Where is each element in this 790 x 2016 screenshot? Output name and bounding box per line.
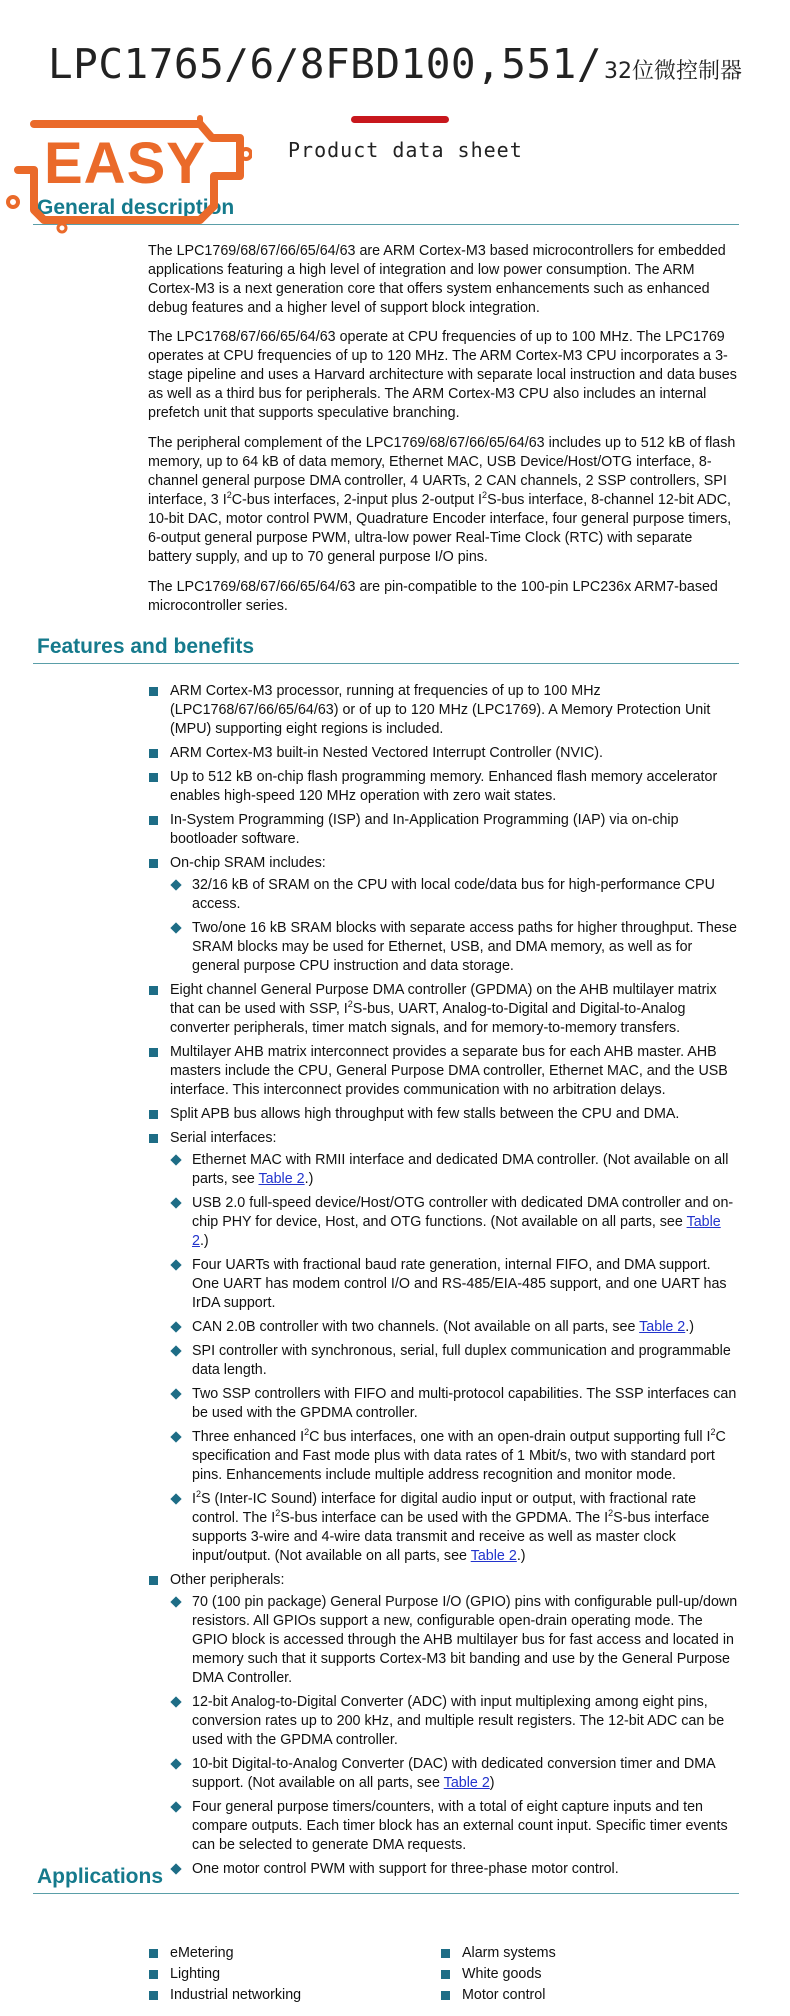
general-description-paragraph-1: The LPC1769/68/67/66/65/64/63 are ARM Cortex-M3 based microcontrollers for embedded applications featuring a high level of integration and low power consumption. The ARM Cortex-M3 is a next generation core that offers system enhancements such as enhanced debug features and a higher level of support block integration.: [148, 243, 726, 316]
sub-item-dac: 10-bit Digital-to-Analog Converter (DAC) with dedicated conversion timer and DMA support. (Not available on all parts, see Table 2): [170, 1755, 740, 1793]
sub-item-usb: USB 2.0 full-speed device/Host/OTG controller with dedicated DMA controller and on-chip PHY for device, Host, and OTG functions. (Not available on all parts, see Table 2.): [170, 1194, 740, 1251]
feature-item-other-peripherals: Other peripherals: 70 (100 pin package) General Purpose I/O (GPIO) pins with configurable pull-up/down resistors. All GPIOs support a new, configurable open-drain operating mode. The GPIO block is accessed through the AHB multilayer bus for fast access and located in memory such that it supports Cortex-M3 bit banding and use by the General Purpose DMA Controller. 12-bit Analog-to-Digital Converter (ADC) with input multiplexing among eight pins, conversion rates up to 200 kHz, and multiple result registers. The 12-bit ADC can be used with the GPDMA controller. 10-bit Digital-to-Analog Converter (DAC) with dedicated conversion timer and DMA support. (Not available on all parts, see Table 2) Four general purpose timers/counters, with a total of eight capture inputs and ten compare outputs. Each timer block has an external count input. Specific timer events can be selected to generate DMA requests. One motor control PWM with support for three-phase motor control.: [148, 1571, 740, 1879]
table-2-link[interactable]: Table 2: [639, 1319, 686, 1335]
application-item: Lighting: [148, 1964, 301, 1985]
feature-item-nvic: ARM Cortex-M3 built-in Nested Vectored Interrupt Controller (NVIC).: [148, 744, 740, 763]
feature-item-flash: Up to 512 kB on-chip flash programming memory. Enhanced flash memory accelerator enables high-speed 120 MHz operation with zero wait states.: [148, 768, 740, 806]
sub-item-ethernet: Ethernet MAC with RMII interface and dedicated DMA controller. (Not available on all parts, see Table 2.): [170, 1151, 740, 1189]
sub-item-ssp: Two SSP controllers with FIFO and multi-protocol capabilities. The SSP interfaces can be used with the GPDMA controller.: [170, 1385, 740, 1423]
document-subtitle: Product data sheet: [288, 138, 523, 162]
features-rule: [33, 663, 739, 664]
heading-general-description: General description: [37, 196, 235, 219]
feature-item-gpdma: Eight channel General Purpose DMA controller (GPDMA) on the AHB multilayer matrix that can be used with SSP, $I^2S$-bus, UART, Analog-to-Digital and Digital-to-Analog converter peripherals, timer match signals, and for memory-to-memory transfers.: [148, 981, 740, 1038]
application-item: Alarm systems: [440, 1943, 556, 1964]
application-item: Motor control: [440, 1985, 556, 2006]
general-description-paragraph-3: The peripheral complement of the LPC1769/68/67/66/65/64/63 includes up to 512 kB of flash memory, up to 64 kB of data memory, Ethernet MAC, USB Device/Host/OTG interface, 8-channel general purpose DMA controller, 4 UARTs, 2 CAN channels, 2 SSP controllers, SPI interface, 3 $I^2C$-bus interfaces, 2-input plus 2-output $I^2S$-bus interface, 8-channel 12-bit ADC, 10-bit DAC, motor control PWM, Quadrature Encoder interface, four general purpose timers, 6-output general purpose PWM, ultra-low power Real-Time Clock (RTC) with separate battery supply, and up to 70 general purpose I/O pins.: [148, 435, 736, 565]
applications-list-left: [148, 1943, 301, 2006]
sub-item-gpio: 70 (100 pin package) General Purpose I/O (GPIO) pins with configurable pull-up/down resistors. All GPIOs support a new, configurable open-drain operating mode. The GPIO block is accessed through the AHB multilayer bus for fast access and located in memory such that it supports Cortex-M3 bit banding and use by the General Purpose DMA Controller.: [170, 1593, 740, 1688]
feature-item-cortex-m3: ARM Cortex-M3 processor, running at frequencies of up to 100 MHz (LPC1768/67/66/65/64/63) or of up to 120 MHz (LPC1769). A Memory Protection Unit (MPU) supporting eight regions is included.: [148, 682, 740, 739]
table-2-link[interactable]: Table 2: [192, 1214, 721, 1249]
application-item: eMetering: [148, 1943, 301, 1964]
title-chinese-suffix: 32位微控制器: [604, 59, 743, 84]
general-description-paragraph-4: The LPC1769/68/67/66/65/64/63 are pin-compatible to the 100-pin LPC236x ARM7-based microcontroller series.: [148, 579, 718, 614]
sub-item-sram-blocks: Two/one 16 kB SRAM blocks with separate access paths for higher throughput. These SRAM blocks may be used for Ethernet, USB, and DMA memory, as well as for general purpose CPU instruction and data storage.: [170, 919, 740, 976]
title-accent-rule: [351, 116, 449, 123]
heading-applications: Applications: [37, 1865, 164, 1888]
sub-item-sram-cpu: 32/16 kB of SRAM on the CPU with local code/data bus for high-performance CPU access.: [170, 876, 740, 914]
document-title: [0, 40, 790, 88]
feature-item-serial-interfaces: Serial interfaces: Ethernet MAC with RMII interface and dedicated DMA controller. (Not available on all parts, see Table 2.) USB 2.0 full-speed device/Host/OTG controller with dedicated DMA controller and on-chip PHY for device, Host, and OTG functions. (Not available on all parts, see Table 2.) Four UARTs with fractional baud rate generation, internal FIFO, and DMA support. One UART has modem control I/O and RS-485/EIA-485 support, and one UART has IrDA support. CAN 2.0B controller with two channels. (Not available on all parts, see Table 2.) SPI controller with synchronous, serial, full duplex communication and programmable data length. Two SSP controllers with FIFO and multi-protocol capabilities. The SSP interfaces can be used with the GPDMA controller. Three enhanced $I^2C$ bus interfaces, one with an open-drain output supporting full $I^2C$ specification and Fast mode plus with data rates of 1 Mbit/s, two with standard port pins. Enhancements include multiple address recognition and monitor mode. $I^2S$ (Inter-IC Sound) interface for digital audio input or output, with fractional rate control. The $I^2S$-bus interface can be used with the GPDMA. The $I^2S$-bus interface supports 3-wire and 4-wire data transmit and receive as well as master clock input/output. (Not available on all parts, see Table 2.): [148, 1129, 740, 1566]
serial-sub-list: [170, 1151, 740, 1566]
part-number-title: LPC1765/6/8FBD100,551/: [47, 40, 603, 88]
sub-item-i2c: Three enhanced $I^2C$ bus interfaces, one with an open-drain output supporting full $I^2C$ specification and Fast mode plus with data rates of 1 Mbit/s, two with standard port pins. Enhancements include multiple address recognition and monitor mode.: [170, 1428, 740, 1485]
application-item: White goods: [440, 1964, 556, 1985]
applications-rule: [33, 1893, 739, 1894]
easy-logo-text: EASY: [44, 131, 206, 196]
features-list: [148, 682, 740, 1884]
sub-item-motor-pwm: One motor control PWM with support for three-phase motor control.: [170, 1860, 740, 1879]
application-item: Industrial networking: [148, 1985, 301, 2006]
table-2-link[interactable]: Table 2: [443, 1775, 490, 1791]
feature-item-isp-iap: In-System Programming (ISP) and In-Application Programming (IAP) via on-chip bootloader software.: [148, 811, 740, 849]
sram-sub-list: [170, 876, 740, 976]
sub-item-timers: Four general purpose timers/counters, with a total of eight capture inputs and ten compare outputs. Each timer block has an external count input. Specific timer events can be selected to generate DMA requests.: [170, 1798, 740, 1855]
table-2-link[interactable]: Table 2: [470, 1548, 517, 1564]
sub-item-i2s: $I^2S$ (Inter-IC Sound) interface for digital audio input or output, with fractional rate control. The $I^2S$-bus interface can be used with the GPDMA. The $I^2S$-bus interface supports 3-wire and 4-wire data transmit and receive as well as master clock input/output. (Not available on all parts, see Table 2.): [170, 1490, 740, 1566]
applications-list-right: [440, 1943, 556, 2006]
table-2-link[interactable]: Table 2: [258, 1171, 305, 1187]
sub-item-can: CAN 2.0B controller with two channels. (Not available on all parts, see Table 2.): [170, 1318, 740, 1337]
sub-item-adc: 12-bit Analog-to-Digital Converter (ADC) with input multiplexing among eight pins, conversion rates up to 200 kHz, and multiple result registers. The 12-bit ADC can be used with the GPDMA controller.: [170, 1693, 740, 1750]
feature-item-apb-bus: Split APB bus allows high throughput with few stalls between the CPU and DMA.: [148, 1105, 740, 1124]
feature-item-sram: On-chip SRAM includes: 32/16 kB of SRAM on the CPU with local code/data bus for high-performance CPU access. Two/one 16 kB SRAM blocks with separate access paths for higher throughput. These SRAM blocks may be used for Ethernet, USB, and DMA memory, as well as for general purpose CPU instruction and data storage.: [148, 854, 740, 976]
other-sub-list: [170, 1593, 740, 1879]
general-description-paragraph-2: The LPC1768/67/66/65/64/63 operate at CPU frequencies of up to 100 MHz. The LPC1769 operates at CPU frequencies of up to 120 MHz. The ARM Cortex-M3 CPU incorporates a 3-stage pipeline and uses a Harvard architecture with separate local instruction and data buses as well as a third bus for peripherals. The ARM Cortex-M3 CPU also includes an internal prefetch unit that supports speculative branching.: [148, 329, 737, 421]
heading-features-and-benefits: Features and benefits: [37, 635, 255, 658]
feature-item-ahb-matrix: Multilayer AHB matrix interconnect provides a separate bus for each AHB master. AHB masters include the CPU, General Purpose DMA controller, Ethernet MAC, and the USB interface. This interconnect provides communication with no arbitration delays.: [148, 1043, 740, 1100]
sub-item-uarts: Four UARTs with fractional baud rate generation, internal FIFO, and DMA support. One UART has modem control I/O and RS-485/EIA-485 support, and one UART has IrDA support.: [170, 1256, 740, 1313]
sub-item-spi: SPI controller with synchronous, serial, full duplex communication and programmable data length.: [170, 1342, 740, 1380]
